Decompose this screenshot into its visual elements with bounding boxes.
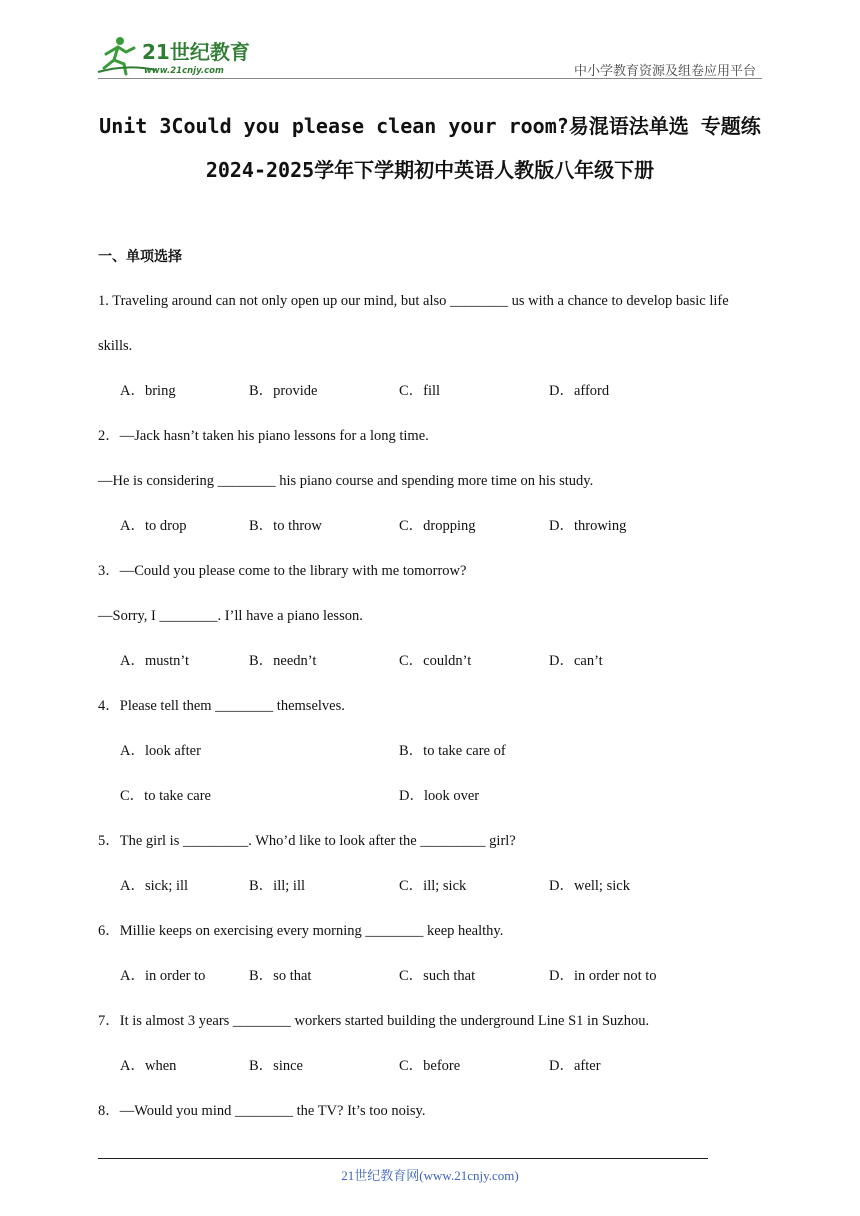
question-7-line-1: 7．It is almost 3 years ________ workers started building the underground Line S1 in Suzhou. [98,1013,650,1029]
question-1-option-d: D．afford [549,383,610,399]
question-3-line-2: —Sorry, I ________. I’ll have a piano lesson. [98,608,363,624]
question-6-option-b: B．so that [249,968,312,984]
section-heading: 一、单项选择 [98,249,182,265]
question-3-option-a: A．mustn’t [120,653,190,669]
question-3-option-c: C．couldn’t [399,653,472,669]
question-1-line-2: skills. [98,338,133,354]
question-4-option-b: B．to take care of [399,743,506,759]
question-7-option-c: C．before [399,1058,461,1074]
document-title-line2: 2024-2025学年下学期初中英语人教版八年级下册 [205,158,655,182]
question-8-line-1: 8．—Would you mind ________ the TV? It’s too noisy. [98,1103,426,1119]
question-5-option-c: C．ill; sick [399,878,467,894]
page-header [0,0,860,80]
question-7-option-b: B．since [249,1058,303,1074]
question-2-option-c: C．dropping [399,518,476,534]
question-4-option-c: C．to take care [120,788,211,804]
question-1-option-b: B．provide [249,383,318,399]
logo-url: www.21cnjy.com [144,66,224,76]
footer-source: 21世纪教育网(www.21cnjy.com) [341,1168,519,1183]
question-5-option-a: A．sick; ill [120,878,189,894]
question-7-option-d: D．after [549,1058,601,1074]
platform-name: 中小学教育资源及组卷应用平台 [573,64,756,79]
question-5-option-d: D．well; sick [549,878,630,894]
question-3-option-b: B．needn’t [249,653,317,669]
question-7-option-a: A．when [120,1058,177,1074]
question-4-option-a: A．look after [120,743,201,759]
question-5-line-1: 5．The girl is _________. Who’d like to look after the _________ girl? [98,833,516,849]
question-1-option-c: C．fill [399,383,441,399]
question-6-option-d: D．in order not to [549,968,657,984]
question-1-line-1: 1. Traveling around can not only open up our mind, but also ________ us with a chance to develop basic life [98,293,729,309]
question-4-line-1: 4．Please tell them ________ themselves. [98,698,345,714]
logo [96,34,266,78]
question-6-option-c: C．such that [399,968,476,984]
question-3-option-d: D．can’t [549,653,603,669]
question-6-line-1: 6．Millie keeps on exercising every morning ________ keep healthy. [98,923,504,939]
question-2-line-1: 2．—Jack hasn’t taken his piano lessons for a long time. [98,428,429,444]
document-title-line1: Unit 3Could you please clean your room?易混语法单选 专题练 [99,114,761,138]
question-5-option-b: B．ill; ill [249,878,305,894]
question-2-option-d: D．throwing [549,518,627,534]
question-1-option-a: A．bring [120,383,176,399]
question-2-line-2: —He is considering ________ his piano course and spending more time on his study. [98,473,594,489]
question-6-option-a: A．in order to [120,968,206,984]
question-2-option-b: B．to throw [249,518,322,534]
logo-text: 21世纪教育 [142,40,250,64]
question-4-option-d: D．look over [399,788,480,804]
question-2-option-a: A．to drop [120,518,187,534]
question-3-line-1: 3．—Could you please come to the library with me tomorrow? [98,563,467,579]
footer-divider [98,1158,708,1159]
header-divider [98,78,762,79]
